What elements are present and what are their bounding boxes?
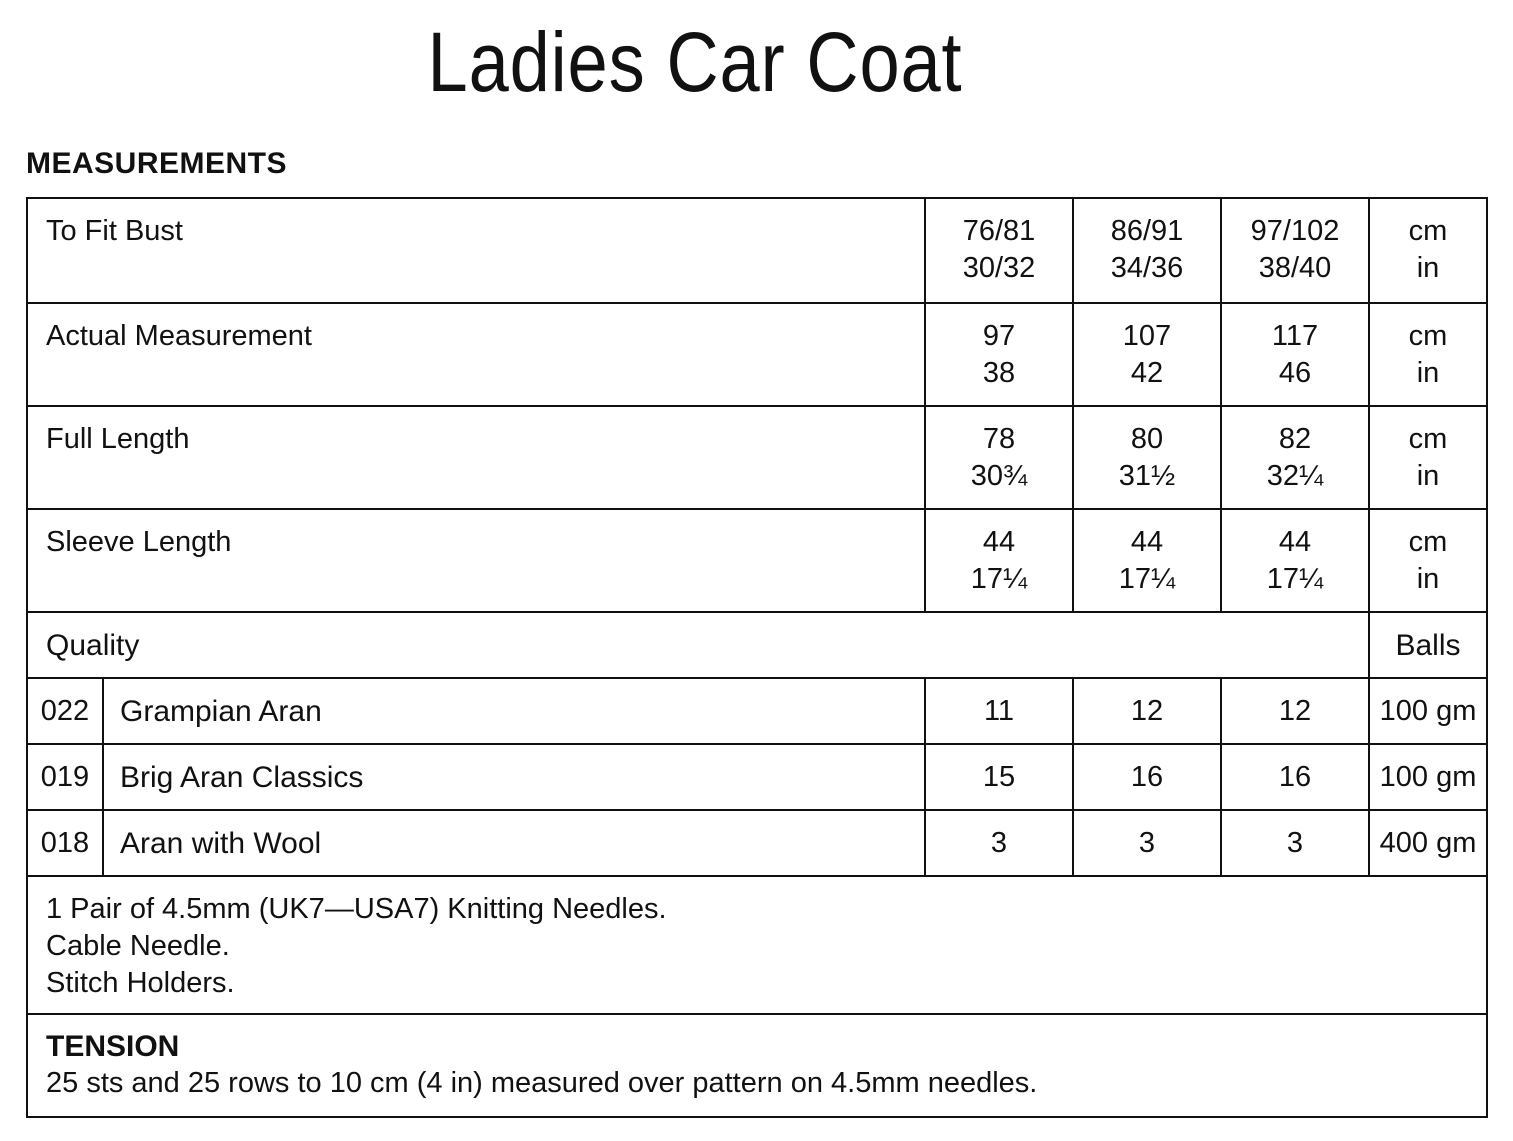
- yarn-code: 019: [40, 760, 90, 793]
- size-2-balls: 12: [1072, 679, 1220, 743]
- equipment-item: 1 Pair of 4.5mm (UK7—USA7) Knitting Needles.: [46, 893, 667, 925]
- measurement-row-full-length: [28, 407, 1486, 510]
- unit-label: cm in: [1368, 510, 1486, 611]
- size-3-value: 44 17¼: [1220, 510, 1368, 611]
- measurement-row-sleeve: [28, 510, 1486, 613]
- size-1-balls: 15: [924, 745, 1072, 809]
- unit-label: cm in: [1368, 304, 1486, 405]
- yarn-name: Aran with Wool: [102, 811, 924, 875]
- tension-text: 25 sts and 25 rows to 10 cm (4 in) measured over pattern on 4.5mm needles.: [46, 1067, 1038, 1099]
- size-1-value: 44 17¼: [924, 510, 1072, 611]
- tension-row: [28, 1015, 1486, 1116]
- ball-weight: 100 gm: [1368, 745, 1486, 809]
- size-1-balls: 11: [924, 679, 1072, 743]
- size-2-balls: 3: [1072, 811, 1220, 875]
- size-1-value: 76/81 30/32: [924, 199, 1072, 302]
- row-label: Actual Measurement: [46, 320, 312, 352]
- size-1-balls: 3: [924, 811, 1072, 875]
- row-label: To Fit Bust: [46, 215, 183, 247]
- measurements-table: [26, 197, 1488, 1118]
- equipment-item: Stitch Holders.: [46, 967, 235, 999]
- size-2-value: 86/91 34/36: [1072, 199, 1220, 302]
- size-2-value: 44 17¼: [1072, 510, 1220, 611]
- row-label: Sleeve Length: [46, 526, 232, 558]
- measurement-row-bust: [28, 199, 1486, 304]
- tension-block: [28, 1015, 1486, 1116]
- size-2-value: 80 31½: [1072, 407, 1220, 508]
- section-heading-measurements: MEASUREMENTS: [26, 147, 288, 180]
- equipment-item: Cable Needle.: [46, 930, 230, 962]
- equipment-row: [28, 877, 1486, 1015]
- size-3-balls: 12: [1220, 679, 1368, 743]
- size-3-value: 82 32¼: [1220, 407, 1368, 508]
- size-3-value: 117 46: [1220, 304, 1368, 405]
- quality-label: Quality: [46, 628, 140, 662]
- yarn-row: [28, 811, 1486, 877]
- unit-label: cm in: [1368, 199, 1486, 302]
- ball-weight: 100 gm: [1368, 679, 1486, 743]
- size-3-balls: 16: [1220, 745, 1368, 809]
- row-label: Full Length: [46, 423, 190, 455]
- quality-header-row: [28, 613, 1486, 679]
- size-3-value: 97/102 38/40: [1220, 199, 1368, 302]
- yarn-name: Grampian Aran: [102, 679, 924, 743]
- balls-label: Balls: [1368, 613, 1486, 677]
- size-1-value: 78 30¾: [924, 407, 1072, 508]
- equipment-list: [28, 877, 1486, 1013]
- measurement-row-actual: [28, 304, 1486, 407]
- size-2-value: 107 42: [1072, 304, 1220, 405]
- yarn-row: [28, 679, 1486, 745]
- ball-weight: 400 gm: [1368, 811, 1486, 875]
- yarn-row: [28, 745, 1486, 811]
- yarn-code: 022: [40, 694, 90, 727]
- yarn-name: Brig Aran Classics: [102, 745, 924, 809]
- size-1-value: 97 38: [924, 304, 1072, 405]
- yarn-code: 018: [40, 826, 90, 859]
- unit-label: cm in: [1368, 407, 1486, 508]
- size-3-balls: 3: [1220, 811, 1368, 875]
- size-2-balls: 16: [1072, 745, 1220, 809]
- tension-heading: TENSION: [46, 1030, 180, 1063]
- page-title: Ladies Car Coat: [427, 15, 963, 109]
